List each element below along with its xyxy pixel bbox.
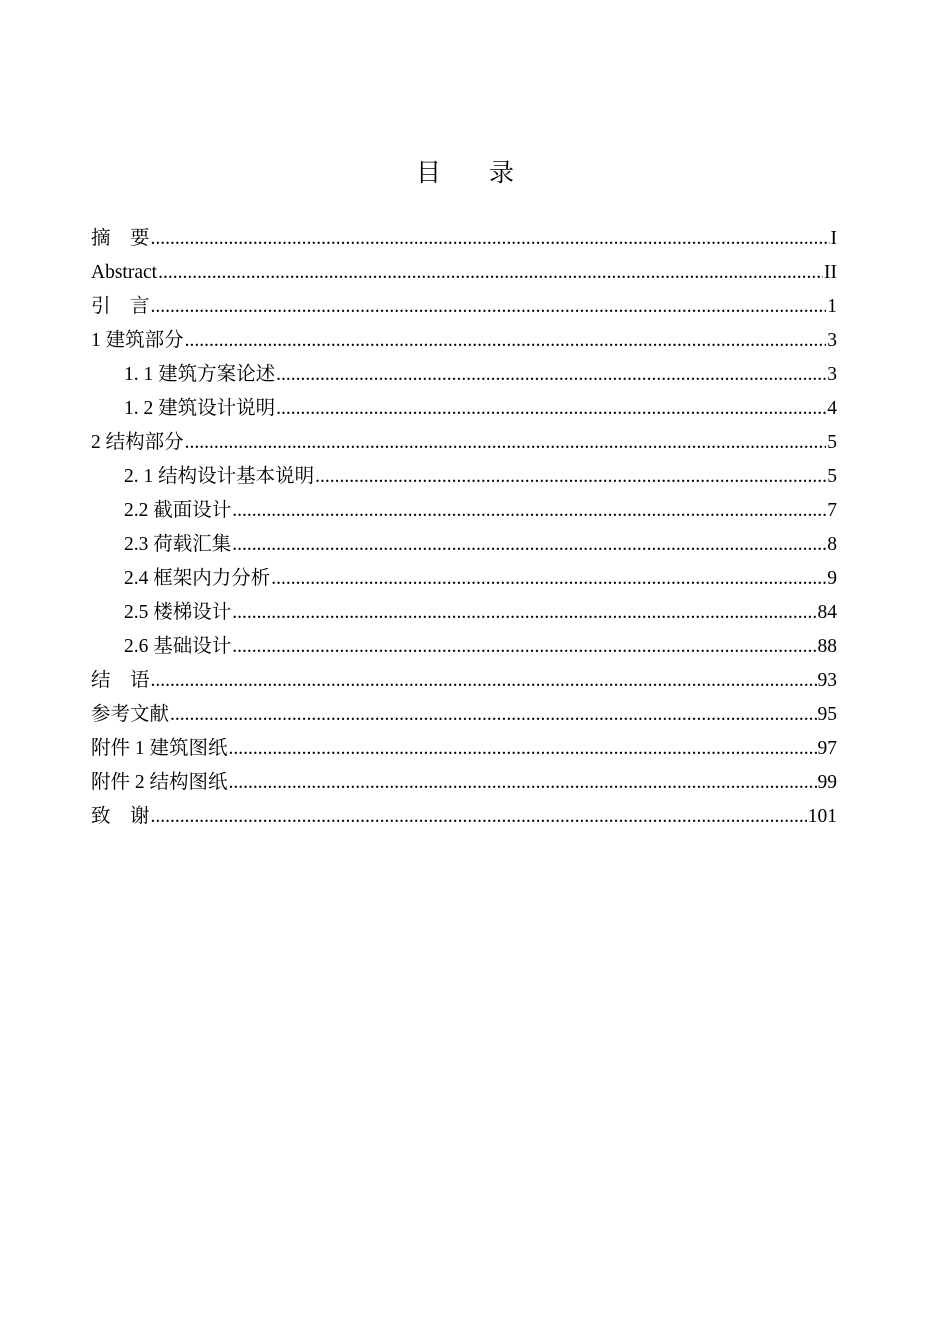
toc-entry-page: 9 <box>827 568 837 589</box>
toc-entry-label: 致 谢 <box>91 806 150 827</box>
toc-entry[interactable] <box>91 766 837 800</box>
toc-leader-dots <box>232 494 826 528</box>
toc-subentry[interactable] <box>91 460 837 494</box>
toc-entry-page: 8 <box>827 534 837 555</box>
toc-entry-label: 2.4 框架内力分析 <box>124 568 271 589</box>
toc-entry[interactable] <box>91 324 837 358</box>
toc-leader-dots <box>151 800 807 834</box>
toc-entry-label: 附件 2 结构图纸 <box>91 772 228 793</box>
toc-entry-label: 2.2 截面设计 <box>124 500 232 521</box>
toc-entry[interactable] <box>91 800 837 834</box>
toc-entry-label: 2.3 荷载汇集 <box>124 534 232 555</box>
toc-leader-dots <box>315 460 826 494</box>
toc-entry-label: 结 语 <box>91 670 150 691</box>
toc-entry[interactable] <box>91 698 837 732</box>
toc-entry[interactable] <box>91 290 837 324</box>
toc-entry-page: 5 <box>827 432 837 453</box>
toc-entry-label: 2 结构部分 <box>91 432 184 453</box>
toc-entry-label: 2. 1 结构设计基本说明 <box>124 466 315 487</box>
toc-leader-dots <box>158 256 823 290</box>
toc-entry-page: 4 <box>827 398 837 419</box>
toc-leader-dots <box>151 664 817 698</box>
toc-entry-label: 1 建筑部分 <box>91 330 184 351</box>
toc-leader-dots <box>276 358 826 392</box>
toc-entry-label: Abstract <box>91 262 158 283</box>
toc-leader-dots <box>170 698 816 732</box>
toc-entry-label: 1. 2 建筑设计说明 <box>124 398 276 419</box>
toc-entry-page: 99 <box>817 772 837 793</box>
toc-entry[interactable] <box>91 426 837 460</box>
toc-entry-page: 3 <box>827 364 837 385</box>
toc-entry-page: 93 <box>817 670 837 691</box>
toc-subentry[interactable] <box>91 596 837 630</box>
table-of-contents <box>91 222 837 834</box>
page-title <box>0 153 930 189</box>
toc-entry-label: 1. 1 建筑方案论述 <box>124 364 276 385</box>
toc-leader-dots <box>271 562 826 596</box>
toc-leader-dots <box>185 324 827 358</box>
toc-entry-label: 摘 要 <box>91 228 150 249</box>
toc-subentry[interactable] <box>91 630 837 664</box>
toc-entry-page: 84 <box>817 602 837 623</box>
toc-subentry[interactable] <box>91 494 837 528</box>
toc-entry-page: 1 <box>827 296 837 317</box>
toc-entry-page: 97 <box>817 738 837 759</box>
toc-entry-label: 2.5 楼梯设计 <box>124 602 232 623</box>
toc-entry-page: II <box>824 262 837 283</box>
toc-entry-page: 5 <box>827 466 837 487</box>
toc-entry-label: 附件 1 建筑图纸 <box>91 738 228 759</box>
toc-entry[interactable] <box>91 664 837 698</box>
toc-subentry[interactable] <box>91 562 837 596</box>
toc-leader-dots <box>276 392 826 426</box>
toc-entry-label: 引 言 <box>91 296 150 317</box>
toc-entry-page: 88 <box>817 636 837 657</box>
toc-leader-dots <box>229 766 817 800</box>
toc-entry-page: 95 <box>817 704 837 725</box>
toc-subentry[interactable] <box>91 528 837 562</box>
title-char-1: 目 <box>415 158 441 187</box>
toc-leader-dots <box>232 596 816 630</box>
toc-leader-dots <box>185 426 827 460</box>
toc-subentry[interactable] <box>91 358 837 392</box>
toc-entry[interactable] <box>91 256 837 290</box>
toc-entry-label: 2.6 基础设计 <box>124 636 232 657</box>
toc-leader-dots <box>232 630 816 664</box>
toc-entry-label: 参考文献 <box>91 704 170 725</box>
toc-entry-page: 3 <box>827 330 837 351</box>
toc-entry[interactable] <box>91 732 837 766</box>
toc-leader-dots <box>232 528 826 562</box>
toc-subentry[interactable] <box>91 392 837 426</box>
toc-entry-page: 101 <box>807 806 837 827</box>
toc-leader-dots <box>151 222 830 256</box>
toc-entry-page: I <box>830 228 837 249</box>
toc-entry-page: 7 <box>827 500 837 521</box>
toc-leader-dots <box>151 290 827 324</box>
title-char-2: 录 <box>489 158 515 187</box>
toc-entry[interactable] <box>91 222 837 256</box>
toc-leader-dots <box>229 732 817 766</box>
